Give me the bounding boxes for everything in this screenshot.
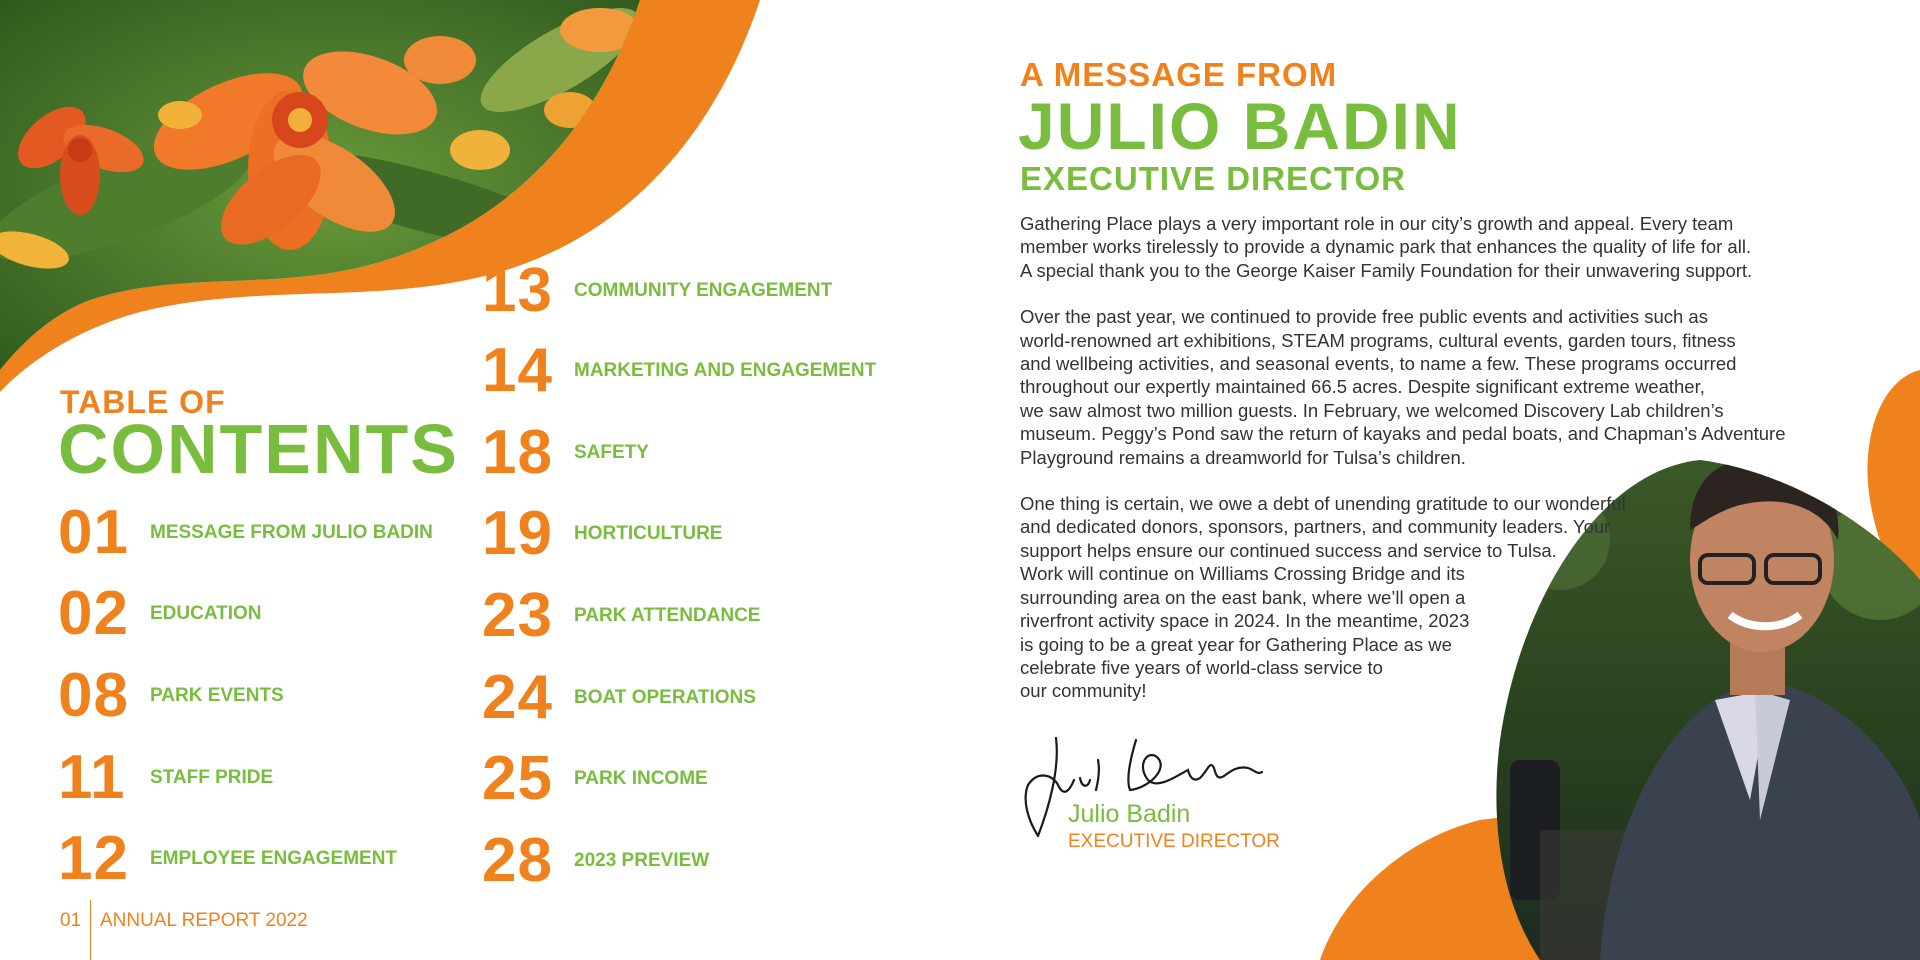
- toc-section-label: MESSAGE FROM JULIO BADIN: [150, 522, 433, 543]
- toc-page-number: 08: [58, 661, 129, 730]
- toc-item[interactable]: [58, 579, 262, 648]
- toc-section-label: EDUCATION: [150, 603, 262, 624]
- message-body: [1020, 212, 1785, 726]
- toc-page-number: 01: [58, 498, 129, 567]
- toc-page-number: 23: [482, 581, 553, 650]
- signature-role: EXECUTIVE DIRECTOR: [1068, 831, 1280, 852]
- toc-item[interactable]: [482, 581, 761, 650]
- toc-page-number: 25: [482, 744, 553, 813]
- toc-page-number: 02: [58, 579, 129, 648]
- toc-item[interactable]: [482, 499, 723, 568]
- toc-item[interactable]: [58, 661, 284, 730]
- footer-divider: [90, 900, 91, 960]
- message-paragraph: Over the past year, we continued to provide free public events and activities such as world-renowned art exhibitions, STEAM programs, cultural events, garden tours, fitness and wellbeing activities, and seasonal events, to name a few. These programs occurred throughout our expertly maintained 66.5 acres. Despite significant extreme weather, we saw almost two million guests. In February, we welcomed Discovery Lab children’s museum. Peggy’s Pond saw the return of kayaks and pedal boats, and Chapman’s Adventure Playground remains a dreamworld for Tulsa’s children.: [1020, 306, 1786, 468]
- toc-page-number: 12: [58, 824, 129, 893]
- toc-section-label: HORTICULTURE: [574, 523, 723, 544]
- signature-name: Julio Badin: [1068, 800, 1191, 828]
- message-paragraph: One thing is certain, we owe a debt of unending gratitude to our wonderful and dedicated donors, sponsors, partners, and community leaders. Your support helps ensure our continued success and service to Tulsa. Work will continue on Williams Crossing Bridge and its surrounding area on the east bank, where we’ll open a riverfront activity space in 2024. In the meantime, 2023 is going to be a great year for Gathering Place as we celebrate five years of world-class service to our community!: [1020, 493, 1626, 702]
- toc-page-number: 11: [58, 743, 126, 812]
- message-author-name: JULIO BADIN: [1018, 89, 1462, 163]
- toc-section-label: EMPLOYEE ENGAGEMENT: [150, 848, 398, 869]
- toc-page-number: 14: [482, 336, 553, 405]
- toc-item[interactable]: [58, 498, 433, 567]
- toc-item[interactable]: [482, 826, 710, 895]
- toc-section-label: SAFETY: [574, 442, 649, 463]
- toc-section-label: BOAT OPERATIONS: [574, 687, 756, 708]
- toc-section-label: COMMUNITY ENGAGEMENT: [574, 280, 833, 301]
- toc-section-label: PARK INCOME: [574, 768, 708, 789]
- footer-page-number: 01: [60, 910, 82, 931]
- toc-section-label: MARKETING AND ENGAGEMENT: [574, 360, 877, 381]
- toc-section-label: STAFF PRIDE: [150, 767, 274, 788]
- toc-page-number: 28: [482, 826, 553, 895]
- toc-item[interactable]: [482, 663, 756, 732]
- toc-section-label: 2023 PREVIEW: [574, 850, 710, 871]
- message-kicker: A MESSAGE FROM: [1020, 56, 1338, 93]
- message-author-role: EXECUTIVE DIRECTOR: [1020, 160, 1406, 197]
- toc-page-number: 18: [482, 418, 553, 487]
- toc-title: CONTENTS: [58, 410, 459, 488]
- toc-kicker: TABLE OF: [60, 384, 226, 420]
- toc-item[interactable]: [482, 744, 708, 813]
- toc-page-number: 24: [482, 663, 553, 732]
- toc-section-label: PARK EVENTS: [150, 685, 284, 706]
- toc-item[interactable]: [58, 824, 398, 893]
- toc-item[interactable]: [482, 256, 833, 325]
- toc-item[interactable]: [482, 418, 649, 487]
- toc-page-number: 13: [482, 256, 553, 325]
- toc-item[interactable]: [58, 743, 274, 812]
- toc-item[interactable]: [482, 336, 877, 405]
- footer-report-title: ANNUAL REPORT 2022: [100, 910, 308, 931]
- toc-section-label: PARK ATTENDANCE: [574, 605, 761, 626]
- message-paragraph: Gathering Place plays a very important role in our city’s growth and appeal. Every team member works tirelessly to provide a dynamic park that enhances the quality of life for all. A special thank you to the George Kaiser Family Foundation for their unwavering support.: [1020, 213, 1753, 281]
- toc-page-number: 19: [482, 499, 553, 568]
